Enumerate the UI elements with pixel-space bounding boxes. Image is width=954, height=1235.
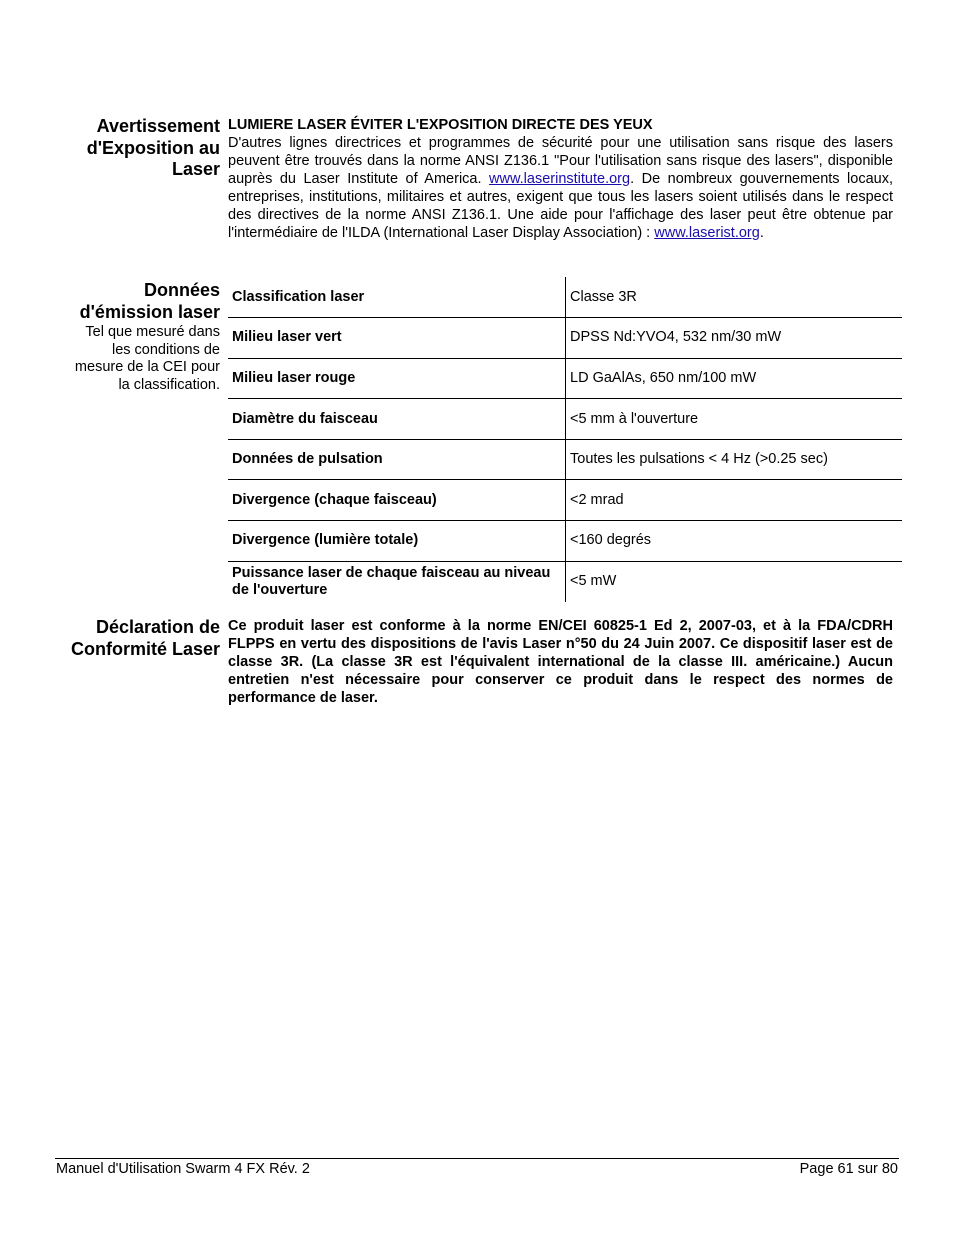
footer-page-number: Page 61 sur 80 xyxy=(799,1161,898,1177)
side-title-line: Laser xyxy=(171,159,220,179)
side-note-line: mesure de la CEI pour xyxy=(74,359,220,376)
spec-value: Classe 3R xyxy=(566,277,903,318)
table-row xyxy=(228,521,902,562)
table-row xyxy=(228,439,902,480)
spec-value: <5 mm à l'ouverture xyxy=(566,399,903,440)
footer-manual-title: Manuel d'Utilisation Swarm 4 FX Rév. 2 xyxy=(56,1161,310,1177)
spec-value: LD GaAlAs, 650 nm/100 mW xyxy=(566,358,903,399)
paragraph-text: . xyxy=(759,225,764,241)
table-row xyxy=(228,480,902,521)
spec-label: Divergence (chaque faisceau) xyxy=(228,480,566,521)
side-note-line: la classification. xyxy=(118,377,220,394)
emission-data-table xyxy=(228,277,902,602)
laserist-link[interactable]: www.laserist.org xyxy=(654,225,760,241)
paragraph-text: . De nombreux gouvernements locaux, entreprises, institutions, militaires et autres, exigent que tous les lasers soient utilisés dans le respect des directives de la norme ANSI Z136.1. Une aide pour l'affichage des laser peut être obtenue par l'intermédiaire de l'ILDA (International Laser Display Association) : xyxy=(228,171,893,241)
footer-divider xyxy=(55,1158,899,1159)
table-row xyxy=(228,399,902,440)
side-title-line: Avertissement xyxy=(96,116,220,136)
emission-data-side-title xyxy=(80,280,220,323)
spec-value: <160 degrés xyxy=(566,521,903,562)
spec-label: Données de pulsation xyxy=(228,439,566,480)
spec-label: Milieu laser vert xyxy=(228,318,566,359)
declaration-side-title xyxy=(71,617,220,660)
spec-value: DPSS Nd:YVO4, 532 nm/30 mW xyxy=(566,318,903,359)
laser-warning-paragraph xyxy=(228,134,893,242)
table-row xyxy=(228,561,902,602)
paragraph-text: D'autres lignes directrices et programmes de sécurité pour une utilisation sans risque des lasers peuvent être trouvés dans la norme ANSI Z136.1 "Pour l'utilisation sans risque des lasers", disponible auprès du Laser Institute of America. xyxy=(228,135,893,187)
laser-warning-side-title xyxy=(87,116,220,181)
side-note-line: les conditions de xyxy=(111,341,220,358)
spec-label: Puissance laser de chaque faisceau au niveau de l'ouverture xyxy=(228,561,566,602)
side-note-line: Tel que mesuré dans xyxy=(85,324,220,340)
side-title-line: d'Exposition au xyxy=(86,137,220,158)
spec-value: <2 mrad xyxy=(566,480,903,521)
spec-value: Toutes les pulsations < 4 Hz (>0.25 sec) xyxy=(566,439,903,480)
spec-label: Diamètre du faisceau xyxy=(228,399,566,440)
side-title-line: Déclaration de xyxy=(95,617,220,637)
side-title-line: Données xyxy=(143,280,220,300)
laser-warning-heading: LUMIERE LASER ÉVITER L'EXPOSITION DIRECTE DES YEUX xyxy=(228,117,653,133)
table-row xyxy=(228,318,902,359)
spec-value: <5 mW xyxy=(566,561,903,602)
declaration-text: Ce produit laser est conforme à la norme EN/CEI 60825-1 Ed 2, 2007-03, et à la FDA/CDRH FLPPS en vertu des dispositions de l'avis Laser n°50 du 24 Juin 2007. Ce dispositif laser est de classe 3R. (La classe 3R est l'équivalent international de la classe III. américaine.) Aucun entretien n'est nécessaire pour conserver ce produit dans le respect des normes de performance de laser. xyxy=(228,618,893,706)
laser-warning-content xyxy=(228,116,893,242)
spec-label: Classification laser xyxy=(232,288,365,305)
side-title-line: Conformité Laser xyxy=(70,638,220,659)
spec-label: Milieu laser rouge xyxy=(228,358,566,399)
side-title-line: d'émission laser xyxy=(79,301,220,322)
table-row xyxy=(228,358,902,399)
emission-data-side-note xyxy=(75,324,220,395)
table-row xyxy=(228,277,902,318)
spec-label: Divergence (lumière totale) xyxy=(228,521,566,562)
laserinstitute-link[interactable]: www.laserinstitute.org xyxy=(489,171,631,187)
